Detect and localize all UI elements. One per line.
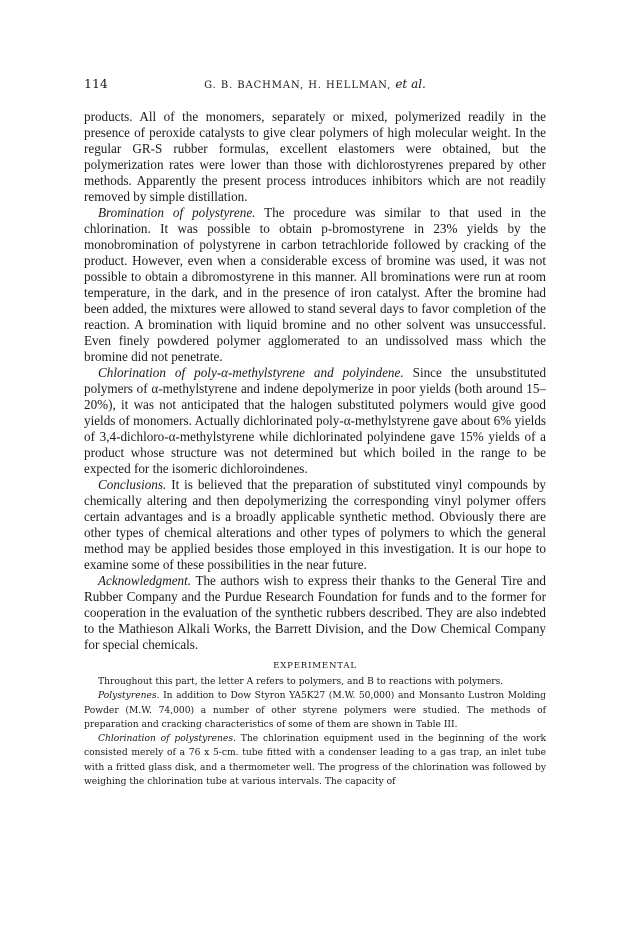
- paragraph-heading: Bromination of polystyrene.: [98, 205, 256, 220]
- paragraph-conclusions: [84, 477, 546, 573]
- paragraph-text: In addition to Dow Styron YA5K27 (M.W. 50,000) and Monsanto Lustron Molding Powder (M.W. 74,000) a number of other styrene polymers were studied. The methods of preparation and cracking characteristics of some of them are shown in Table III.: [84, 691, 546, 730]
- paragraph-text: The chlorination equipment used in the beginning of the work consisted merely of a 76 x 5-cm. tube fitted with a condenser leading to a gas trap, an inlet tube with a fritted glass disk, and a thermometer well. The progress of the chlorination was followed by weighing the chlorination tube at various intervals. The capacity of: [84, 734, 546, 788]
- paragraph-bromination: [84, 205, 546, 365]
- experimental-section: [84, 675, 546, 789]
- paragraph-text: The authors wish to express their thanks to the General Tire and Rubber Company and the Purdue Research Foundation for funds and to the former for cooperation in the evaluation of the synthetic rubbers described. They are also indebted to the Mathieson Alkali Works, the Barrett Division, and the Dow Chemical Company for special chemicals.: [84, 573, 546, 652]
- paragraph-heading: Conclusions.: [98, 477, 167, 492]
- paragraph-monomers: products. All of the monomers, separately or mixed, polymerized readily in the presence of peroxide catalysts to give clear polymers of high molecular weight. In the regular GR-S rubber formulas, excellent elastomers were obtained, but the polymerization rates were lower than those with dichlorostyrenes prepared by other methods. Apparently the present process introduces inhibitors which are not readily removed by simple distillation.: [84, 109, 546, 204]
- paragraph-heading: Acknowledgment.: [98, 573, 192, 588]
- paragraph-heading: Chlorination of poly-α-methylstyrene and polyindene.: [98, 365, 404, 380]
- running-head-etal: et al.: [395, 77, 426, 91]
- experimental-paragraph-polystyrenes: [84, 689, 546, 732]
- running-head-authors: G. B. BACHMAN, H. HELLMAN,: [204, 80, 392, 91]
- paragraph-heading: Chlorination of polystyrenes.: [98, 734, 236, 745]
- article-body: [84, 109, 546, 789]
- paragraph-acknowledgment: [84, 573, 546, 653]
- running-head: [84, 77, 546, 91]
- page-number: 114: [84, 76, 108, 91]
- experimental-paragraph-chlorination: [84, 732, 546, 789]
- paragraph-chlorination-methylstyrene: [84, 365, 546, 477]
- section-title-experimental: EXPERIMENTAL: [273, 661, 357, 671]
- paragraph-text: It is believed that the preparation of substituted vinyl compounds by chemically altering and then depolymerizing the corresponding vinyl polymer offers certain advantages and is a broadly applicable synthetic method. Obviously there are other types of chemical alterations and other types of polymers to which the general method may be applied besides those employed in this investigation. It is our hope to examine some of these possibilities in the near future.: [84, 477, 546, 572]
- paragraph-text: The procedure was similar to that used in the chlorination. It was possible to obtain p-bromostyrene in 23% yields by the monobromination of polystyrene in carbon tetrachloride followed by cracking of the product. However, even when a considerable excess of bromine was used, it was not possible to obtain a dibromostyrene in this manner. All brominations were run at room temperature, in the dark, and in the presence of iron catalyst. After the bromine had been added, the mixtures were allowed to stand several days to favor completion of the reaction. A bromination with liquid bromine and no other solvent was unsuccessful. Even finely powdered polymer agglomerated to an undissolved mass which the bromine did not penetrate.: [84, 205, 546, 364]
- paragraph-heading: Polystyrenes.: [98, 691, 160, 702]
- paragraph-text: Since the unsubstituted polymers of α-methylstyrene and indene depolymerize in poor yields (both around 15–20%), it was not anticipated that the halogen substituted polymers would give good yields of monomers. Actually dichlorinated poly-α-methylstyrene gave about 6% yields of 3,4-dichloro-α-methylstyrene while dichlorinated polyindene gave 15% yields of a product whose structure was not determined but which boiled in the range to be expected for the isomeric dichloroindenes.: [84, 365, 547, 476]
- page-header: [84, 76, 546, 92]
- experimental-paragraph-notation: Throughout this part, the letter A refers to polymers, and B to reactions with polymers.: [98, 677, 504, 687]
